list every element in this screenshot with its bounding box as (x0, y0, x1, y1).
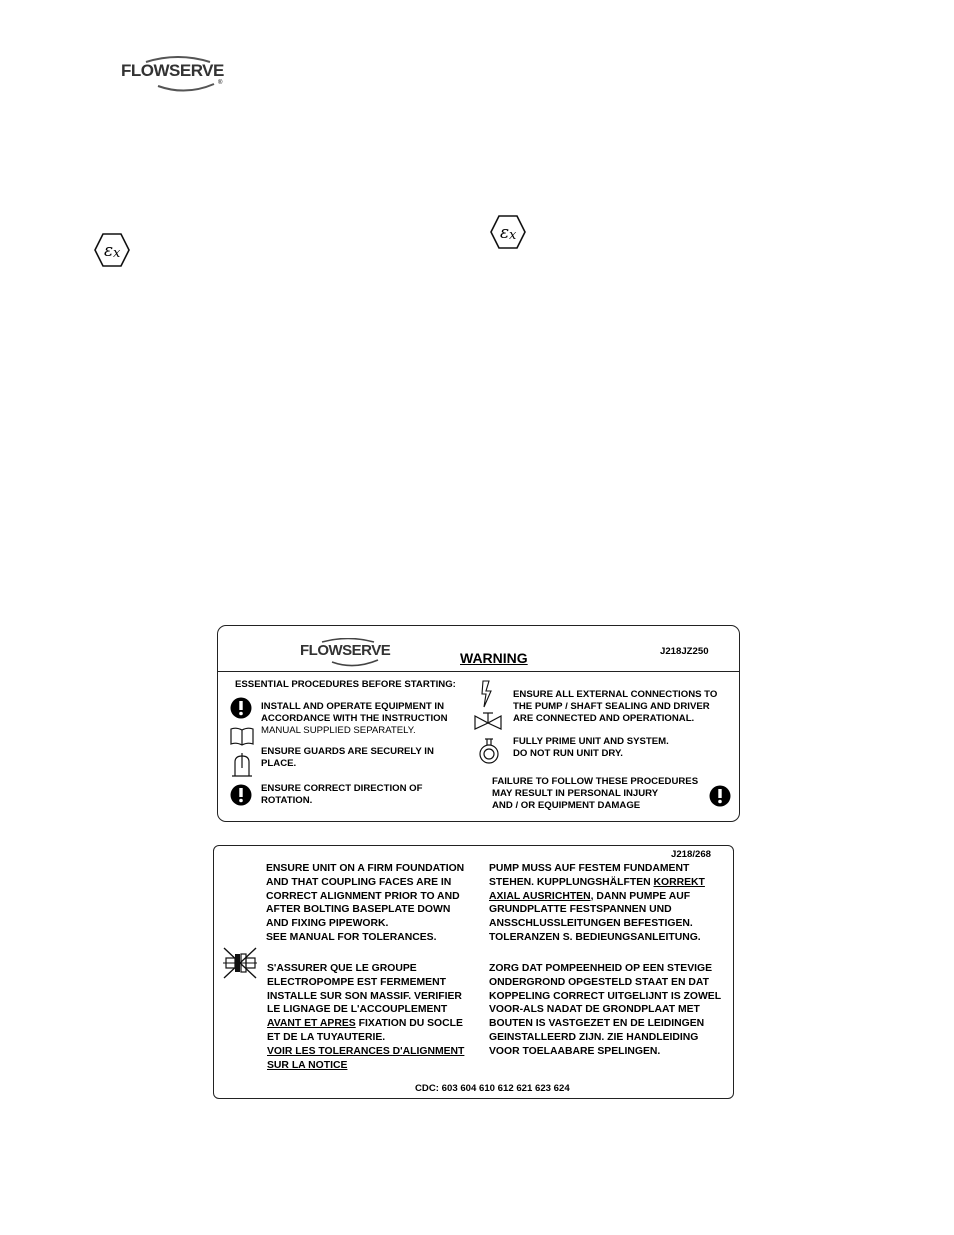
label-logo-arc-icon (298, 638, 391, 668)
guard-icon (231, 752, 253, 778)
nl-line: VOOR TOELAABARE SPELINGEN. (489, 1045, 661, 1057)
registered-mark: ® (218, 80, 223, 86)
de-text: STEHEN. KUPPLUNGSHÄLFTEN (489, 876, 654, 888)
prime-instruction (513, 736, 669, 760)
de-text: , DANN PUMPE AUF (590, 890, 691, 902)
instruction-line: FULLY PRIME UNIT AND SYSTEM. (513, 736, 669, 747)
label-logo (298, 638, 391, 668)
instruction-line: ENSURE CORRECT DIRECTION OF (261, 783, 423, 794)
instruction-line: ROTATION. (261, 795, 313, 806)
nl-line: BOUTEN IS VASTGEZET EN DE LEIDINGEN (489, 1018, 705, 1030)
coupling-alignment-icon (222, 946, 258, 980)
en-line: AFTER BOLTING BASEPLATE DOWN (266, 904, 451, 916)
nl-line: GEINSTALLEERD ZIJN. ZIE HANDLEIDING (489, 1031, 699, 1043)
fr-line: INSTALLE SUR SON MASSIF. VERIFIER (267, 990, 462, 1002)
exclamation-icon (230, 697, 252, 719)
instruction-line: PLACE. (261, 758, 297, 769)
instruction-line: ENSURE GUARDS ARE SECURELY IN (261, 746, 434, 757)
fr-line (267, 1017, 464, 1031)
nl-line: VOOR-ALS NADAT DE GRONDPLAAT MET (489, 1004, 700, 1016)
instruction-line: THE PUMP / SHAFT SEALING AND DRIVER (513, 701, 710, 712)
label-divider (218, 671, 739, 672)
nl-line: ZORG DAT POMPEENHEID OP EEN STEVIGE (489, 963, 713, 974)
french-text (267, 962, 464, 1072)
instruction-line: ARE CONNECTED AND OPERATIONAL. (513, 713, 695, 724)
flowserve-logo (118, 56, 228, 94)
en-line: AND FIXING PIPEWORK. (266, 918, 389, 930)
de-line: ANSSCHLUSSLEITUNGEN BEFESTIGEN. (489, 918, 693, 930)
en-line: CORRECT ALIGNMENT PRIOR TO AND (266, 890, 460, 902)
en-line: SEE MANUAL FOR TOLERANCES. (266, 931, 437, 943)
logo-arc-icon (118, 56, 228, 94)
label-logo-text: FLOWSERVE (300, 642, 391, 659)
failure-line: MAY RESULT IN PERSONAL INJURY (492, 788, 659, 799)
fr-underlined: AVANT ET APRES (267, 1018, 356, 1030)
essential-heading: ESSENTIAL PROCEDURES BEFORE STARTING: (235, 679, 456, 690)
nl-line: ONDERGROND OPGESTELD STAAT EN DAT (489, 976, 709, 988)
instruction-line: DO NOT RUN UNIT DRY. (513, 748, 623, 759)
fr-line: S'ASSURER QUE LE GROUPE (267, 963, 417, 974)
warning-label (217, 625, 740, 822)
ex-hexagon-icon (489, 214, 527, 250)
de-line: TOLERANZEN S. BEDIEUNGSANLEITUNG. (489, 931, 701, 943)
manual-book-icon (229, 726, 255, 746)
valve-icon (473, 710, 503, 730)
failure-line: FAILURE TO FOLLOW THESE PROCEDURES (492, 776, 699, 787)
exclamation-icon (230, 784, 252, 806)
de-underlined: KORREKT (653, 876, 705, 888)
cdc-codes: CDC: 603 604 610 612 621 623 624 (415, 1083, 570, 1094)
svg-text:x: x (113, 246, 121, 261)
english-text (266, 862, 464, 945)
connections-instruction (513, 689, 717, 725)
en-line: ENSURE UNIT ON A FIRM FOUNDATION (266, 863, 465, 874)
instruction-line: ENSURE ALL EXTERNAL CONNECTIONS TO (513, 689, 718, 700)
fr-line: VOIR LES TOLERANCES D'ALIGNMENT (267, 1045, 465, 1057)
instruction-line: ACCORDANCE WITH THE INSTRUCTION (261, 713, 448, 724)
de-line (489, 890, 705, 904)
de-line: PUMP MUSS AUF FESTEM FUNDAMENT (489, 863, 690, 874)
fr-line: ET DE LA TUYAUTERIE. (267, 1031, 386, 1043)
failure-warning (492, 776, 698, 812)
de-line (489, 876, 705, 890)
ex-hexagon-icon (93, 232, 131, 268)
fr-line: LE LIGNAGE DE L'ACCOUPLEMENT (267, 1004, 448, 1016)
dutch-text (489, 962, 721, 1059)
electric-icon (480, 680, 494, 708)
alignment-label (213, 845, 734, 1099)
fr-text: FIXATION DU SOCLE (355, 1018, 463, 1030)
nl-line: KOPPELING CORRECT UITGELIJNT IS ZOWEL (489, 990, 722, 1002)
svg-text:x: x (509, 228, 517, 243)
instruction-line: INSTALL AND OPERATE EQUIPMENT IN (261, 701, 444, 712)
german-text (489, 862, 705, 945)
alignment-code: J218/268 (671, 849, 712, 860)
install-instruction (261, 701, 448, 737)
failure-line: AND / OR EQUIPMENT DAMAGE (492, 800, 641, 811)
svg-text:ε: ε (500, 223, 510, 243)
fr-line: SUR LA NOTICE (267, 1059, 348, 1071)
en-line: AND THAT COUPLING FACES ARE IN (266, 876, 452, 888)
instruction-line: MANUAL SUPPLIED SEPARATELY. (261, 725, 416, 736)
logo-text: FLOWSERVE (121, 61, 224, 80)
prime-icon (478, 737, 500, 765)
svg-text:ε: ε (104, 241, 114, 261)
de-line: GRUNDPLATTE FESTSPANNEN UND (489, 904, 672, 916)
de-underlined: AXIAL AUSRICHTEN (489, 890, 591, 902)
warning-title: WARNING (460, 650, 528, 666)
guards-instruction (261, 746, 434, 770)
exclamation-icon (709, 785, 731, 807)
fr-line: ELECTROPOMPE EST FERMEMENT (267, 976, 446, 988)
warning-code: J218JZ250 (660, 646, 709, 657)
rotation-instruction (261, 783, 423, 807)
